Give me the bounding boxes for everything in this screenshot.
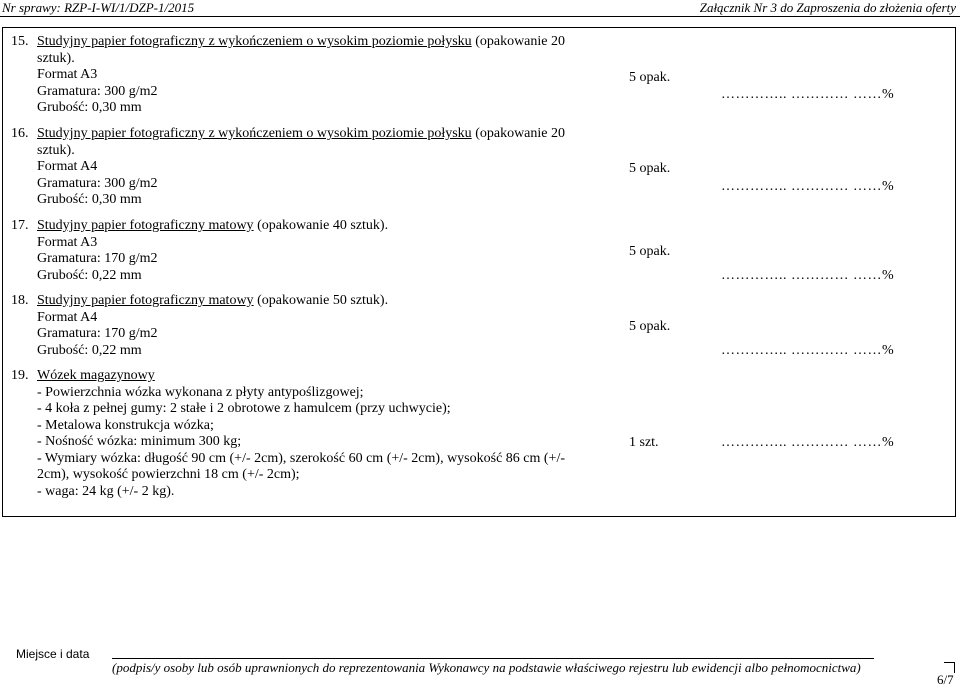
item-number: 19. [11, 368, 29, 383]
item-name: Studyjny papier fotograficzny z wykończeniem o wysokim poziomie połysku [37, 126, 472, 141]
item-name-suffix: (opakowanie 20 [471, 126, 565, 141]
item-spec-line: Grubość: 0,30 mm [37, 192, 142, 207]
header-divider [0, 16, 960, 17]
item-spec-line: sztuk). [37, 50, 75, 66]
item-spec-line: - 4 koła z pełnej gumy: 2 stałe i 2 obrotowe z hamulcem (przy uchwycie); [37, 401, 451, 416]
item-spec-line: Gramatura: 300 g/m2 [37, 83, 158, 99]
item-spec-line: sztuk). [37, 142, 75, 158]
item-quantity: 5 opak. [629, 161, 671, 176]
item-name: Studyjny papier fotograficzny matowy [37, 218, 254, 233]
item-price-fields[interactable]: ………….. ………… ……% [721, 343, 895, 358]
item-name-suffix: (opakowanie 40 sztuk). [253, 218, 389, 233]
item-spec-line: Grubość: 0,22 mm [37, 267, 142, 283]
item-number: 16. [11, 126, 29, 141]
item-spec-line: Gramatura: 170 g/m2 [37, 251, 158, 266]
item-quantity: 5 opak. [629, 70, 671, 85]
item-spec-line: - Powierzchnia wózka wykonana z płyty antypoślizgowej; [37, 384, 364, 400]
place-and-date-label: Miejsce i data [16, 647, 90, 661]
item-quantity: 5 opak. [629, 244, 671, 259]
item-spec-line: 2cm), wysokość powierzchni 18 cm (+/- 2cm); [37, 467, 300, 482]
item-name: Studyjny papier fotograficzny matowy [37, 293, 254, 308]
item-spec-line: Format A3 [37, 234, 98, 250]
item-spec-line: Format A3 [37, 67, 98, 82]
item-number: 18. [11, 293, 29, 308]
item-name: Wózek magazynowy [37, 368, 155, 383]
item-quantity: 5 opak. [629, 319, 671, 334]
item-spec-line: Format A4 [37, 159, 98, 174]
header-case-number: Nr sprawy: RZP-I-WI/1/DZP-1/2015 [2, 0, 195, 15]
item-number: 15. [11, 34, 29, 49]
item-number: 17. [11, 218, 29, 233]
item-spec-line: - waga: 24 kg (+/- 2 kg). [37, 483, 175, 499]
item-price-fields[interactable]: ………….. ………… ……% [721, 435, 895, 450]
header-attachment-title: Załącznik Nr 3 do Zaproszenia do złożenia oferty [699, 0, 956, 15]
item-spec-line: Grubość: 0,22 mm [37, 342, 142, 358]
item-name: Studyjny papier fotograficzny z wykończeniem o wysokim poziomie połysku [37, 34, 472, 49]
item-quantity: 1 szt. [629, 435, 659, 450]
page-number: 6/7 [937, 672, 954, 687]
item-spec-line: Gramatura: 300 g/m2 [37, 175, 158, 191]
item-spec-line: - Nośność wózka: minimum 300 kg; [37, 434, 242, 449]
item-price-fields[interactable]: ………….. ………… ……% [721, 179, 895, 194]
item-price-fields[interactable]: ………….. ………… ……% [721, 268, 895, 283]
item-spec-line: Grubość: 0,30 mm [37, 100, 142, 115]
item-name-suffix: (opakowanie 50 sztuk). [253, 293, 389, 308]
item-spec-line: - Metalowa konstrukcja wózka; [37, 417, 214, 433]
signature-caption: (podpis/y osoby lub osób uprawnionych do reprezentowania Wykonawcy na podstawie właściwego rejestru lub ewidencji albo pełnomocnictwa) [112, 660, 861, 675]
item-price-fields[interactable]: ………….. ………… ……% [721, 87, 895, 102]
item-spec-line: - Wymiary wózka: długość 90 cm (+/- 2cm), szerokość 60 cm (+/- 2cm), wysokość 86 cm (+/- [37, 450, 566, 466]
items-table [2, 27, 956, 517]
item-name-suffix: (opakowanie 20 [471, 34, 565, 49]
signature-line [112, 658, 874, 659]
item-spec-line: Format A4 [37, 309, 98, 325]
item-spec-line: Gramatura: 170 g/m2 [37, 326, 158, 341]
